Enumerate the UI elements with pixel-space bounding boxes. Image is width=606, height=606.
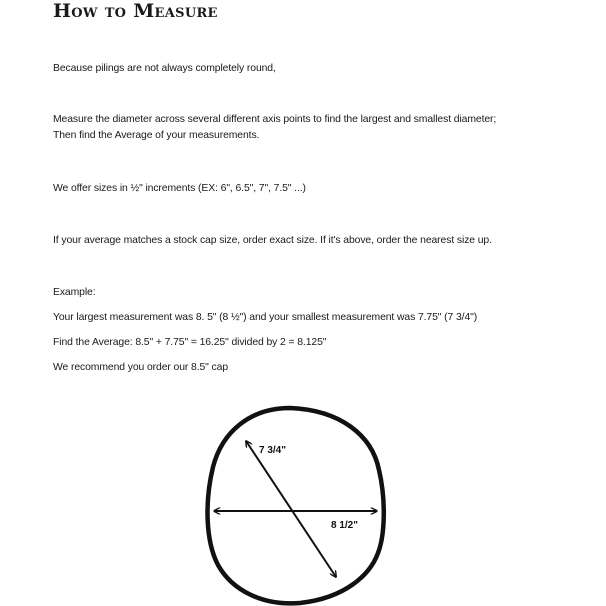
example-average: Find the Average: 8.5" + 7.75" = 16.25" divided by 2 = 8.125": [53, 337, 327, 348]
diagonal-measure-arrow: [246, 441, 336, 577]
instruction-line-2: Then find the Average of your measurements.: [53, 130, 260, 141]
diagonal-measure-label: 7 3/4": [259, 445, 286, 456]
example-measurements: Your largest measurement was 8. 5" (8 ½") and your smallest measurement was 7.75" (7 3/4"): [53, 312, 478, 323]
page-title: How to Measure: [53, 0, 218, 22]
instruction-line-1: Measure the diameter across several different axis points to find the largest and smallest diameter;: [53, 114, 497, 125]
intro-text: Because pilings are not always completely round,: [53, 63, 276, 74]
horizontal-measure-label: 8 1/2": [331, 520, 358, 531]
example-recommendation: We recommend you order our 8.5" cap: [53, 362, 228, 373]
ordering-rule: If your average matches a stock cap size, order exact size. If it's above, order the nearest size up.: [53, 235, 492, 246]
sizes-note: We offer sizes in ½" increments (EX: 6", 6.5", 7", 7.5" ...): [53, 183, 306, 194]
piling-outline: [208, 408, 384, 603]
example-label: Example:: [53, 287, 96, 298]
